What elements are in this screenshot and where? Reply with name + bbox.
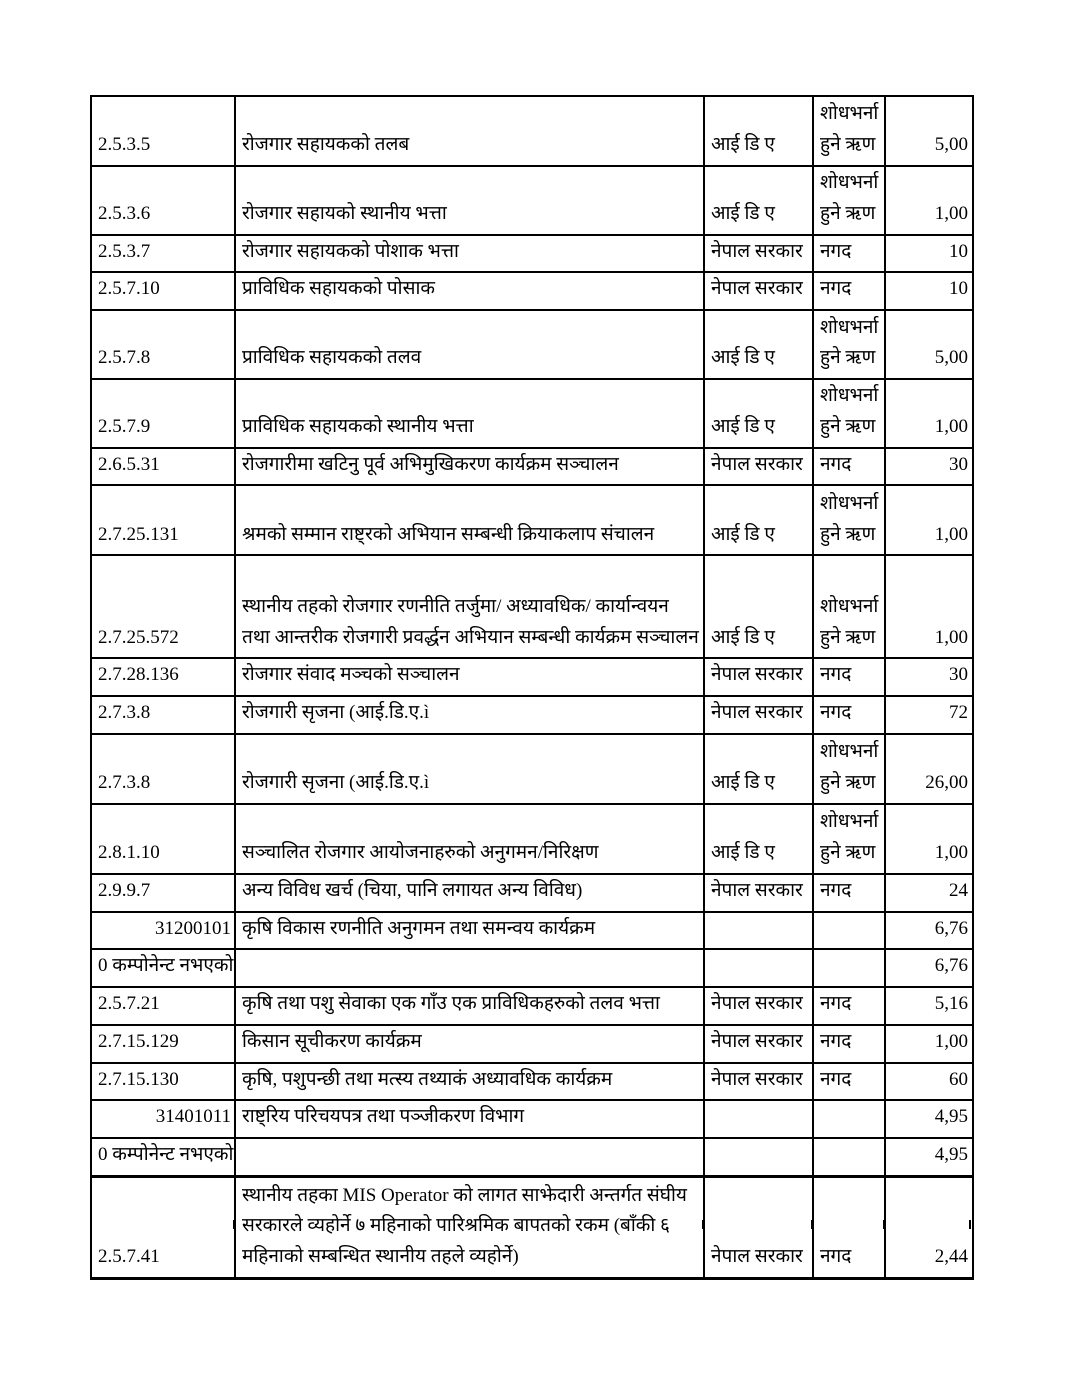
source-cell: नेपाल सरकार (704, 235, 813, 273)
source-cell: आई डि ए (704, 804, 813, 874)
amount-cell: 1,00 (885, 379, 973, 448)
code-cell: 2.7.15.129 (91, 1025, 235, 1063)
table-row (91, 379, 973, 448)
description-cell: स्थानीय तहका MIS Operator को लागत साझेदारी अन्तर्गत संघीय सरकारले व्यहोर्ने ७ महिनाको पारिश्रमिक बापतको रकम (बाँकी ६ महिनाको सम्बन्धित स्थानीय तहले व्यहोर्ने) (235, 1177, 704, 1279)
source-cell: नेपाल सरकार (704, 448, 813, 486)
table-row (91, 272, 973, 310)
code-cell: 31200101 (91, 912, 235, 950)
description-cell: प्राविधिक सहायकको तलव (235, 310, 704, 379)
amount-cell: 10 (885, 272, 973, 310)
code-cell: 2.6.5.31 (91, 448, 235, 486)
payment-mode-cell: नगद (813, 1025, 885, 1063)
payment-mode-cell: शोधभर्ना हुने ऋण (813, 734, 885, 804)
description-cell: कृषि तथा पशु सेवाका एक गाँउ एक प्राविधिकहरुको तलव भत्ता (235, 987, 704, 1025)
payment-mode-cell: शोधभर्ना हुने ऋण (813, 555, 885, 658)
source-cell: नेपाल सरकार (704, 1063, 813, 1101)
amount-cell: 10 (885, 235, 973, 273)
table-row (91, 696, 973, 734)
payment-mode-cell (813, 912, 885, 950)
table-row (91, 1100, 973, 1138)
source-cell (704, 949, 813, 987)
code-cell: 2.7.15.130 (91, 1063, 235, 1101)
table-row (91, 1138, 973, 1176)
amount-cell: 1,00 (885, 804, 973, 874)
description-cell: प्राविधिक सहायकको स्थानीय भत्ता (235, 379, 704, 448)
description-cell: कृषि विकास रणनीति अनुगमन तथा समन्वय कार्यक्रम (235, 912, 704, 950)
payment-mode-cell (813, 949, 885, 987)
source-cell: नेपाल सरकार (704, 987, 813, 1025)
table-row (91, 949, 973, 987)
table-row (91, 485, 973, 555)
description-cell: रोजगार सहायको स्थानीय भत्ता (235, 166, 704, 235)
description-cell: रोजगार सहायकको पोशाक भत्ता (235, 235, 704, 273)
payment-mode-cell (813, 1138, 885, 1176)
code-cell: 2.5.7.21 (91, 987, 235, 1025)
code-cell: 2.5.3.7 (91, 235, 235, 273)
source-cell: नेपाल सरकार (704, 658, 813, 696)
description-cell (235, 949, 704, 987)
payment-mode-cell: नगद (813, 696, 885, 734)
code-cell: 31401011 (91, 1100, 235, 1138)
table-row (91, 310, 973, 379)
description-cell: सञ्चालित रोजगार आयोजनाहरुको अनुगमन/निरिक्षण (235, 804, 704, 874)
source-cell (704, 912, 813, 950)
description-cell: राष्ट्रिय परिचयपत्र तथा पञ्जीकरण विभाग (235, 1100, 704, 1138)
payment-mode-cell: नगद (813, 1063, 885, 1101)
code-cell: 2.7.3.8 (91, 734, 235, 804)
code-cell: 2.7.25.131 (91, 485, 235, 555)
payment-mode-cell (813, 1100, 885, 1138)
source-cell: नेपाल सरकार (704, 1177, 813, 1279)
amount-cell: 4,95 (885, 1138, 973, 1176)
amount-cell: 72 (885, 696, 973, 734)
code-cell: 2.7.25.572 (91, 555, 235, 658)
amount-cell: 5,00 (885, 310, 973, 379)
payment-mode-cell: शोधभर्ना हुने ऋण (813, 166, 885, 235)
amount-cell: 24 (885, 874, 973, 912)
payment-mode-cell: नगद (813, 448, 885, 486)
code-cell: 2.5.7.10 (91, 272, 235, 310)
payment-mode-cell: नगद (813, 874, 885, 912)
table-row (91, 658, 973, 696)
code-cell: 2.8.1.10 (91, 804, 235, 874)
code-cell: 2.7.28.136 (91, 658, 235, 696)
source-cell: आई डि ए (704, 310, 813, 379)
source-cell: नेपाल सरकार (704, 1025, 813, 1063)
description-cell: किसान सूचीकरण कार्यक्रम (235, 1025, 704, 1063)
table-row (91, 555, 973, 658)
table-row (91, 1063, 973, 1101)
payment-mode-cell: नगद (813, 987, 885, 1025)
payment-mode-cell: शोधभर्ना हुने ऋण (813, 96, 885, 166)
code-cell: 2.5.3.6 (91, 166, 235, 235)
description-cell: रोजगारी सृजना (आई.डि.ए.ì (235, 734, 704, 804)
table-row (91, 734, 973, 804)
table-row (91, 235, 973, 273)
amount-cell: 1,00 (885, 1025, 973, 1063)
source-cell: नेपाल सरकार (704, 874, 813, 912)
description-cell: अन्य विविध खर्च (चिया, पानि लगायत अन्य विविध) (235, 874, 704, 912)
description-cell: प्राविधिक सहायकको पोसाक (235, 272, 704, 310)
description-cell: रोजगार संवाद मञ्चको सञ्चालन (235, 658, 704, 696)
source-cell: आई डि ए (704, 96, 813, 166)
table-row (91, 448, 973, 486)
amount-cell: 1,00 (885, 485, 973, 555)
description-cell: कृषि, पशुपन्छी तथा मत्स्य तथ्याकं अध्यावधिक कार्यक्रम (235, 1063, 704, 1101)
payment-mode-cell: शोधभर्ना हुने ऋण (813, 804, 885, 874)
description-cell: रोजगार सहायकको तलब (235, 96, 704, 166)
source-cell: आई डि ए (704, 166, 813, 235)
description-cell: रोजगारीमा खटिनु पूर्व अभिमुखिकरण कार्यक्रम सञ्चालन (235, 448, 704, 486)
description-cell: स्थानीय तहको रोजगार रणनीति तर्जुमा/ अध्यावधिक/ कार्यान्वयन तथा आन्तरीक रोजगारी प्रवर्द्धन अभियान सम्बन्धी कार्यक्रम सञ्चालन (235, 555, 704, 658)
source-cell: नेपाल सरकार (704, 272, 813, 310)
payment-mode-cell: नगद (813, 658, 885, 696)
payment-mode-cell: नगद (813, 1177, 885, 1279)
payment-mode-cell: शोधभर्ना हुने ऋण (813, 310, 885, 379)
amount-cell: 60 (885, 1063, 973, 1101)
description-cell (235, 1138, 704, 1176)
amount-cell: 6,76 (885, 949, 973, 987)
amount-cell: 2,44 (885, 1177, 973, 1279)
payment-mode-cell: शोधभर्ना हुने ऋण (813, 485, 885, 555)
source-cell (704, 1100, 813, 1138)
source-cell: आई डि ए (704, 734, 813, 804)
table-row (91, 874, 973, 912)
table-row (91, 166, 973, 235)
table-row (91, 804, 973, 874)
amount-cell: 30 (885, 658, 973, 696)
payment-mode-cell: नगद (813, 235, 885, 273)
code-cell: 0 कम्पोनेन्ट नभएको (91, 1138, 235, 1176)
table-row (91, 912, 973, 950)
amount-cell: 4,95 (885, 1100, 973, 1138)
code-cell: 2.5.7.9 (91, 379, 235, 448)
source-cell: आई डि ए (704, 555, 813, 658)
amount-cell: 5,00 (885, 96, 973, 166)
description-cell: रोजगारी सृजना (आई.डि.ए.ì (235, 696, 704, 734)
amount-cell: 30 (885, 448, 973, 486)
source-cell: आई डि ए (704, 485, 813, 555)
amount-cell: 5,16 (885, 987, 973, 1025)
table-row (91, 987, 973, 1025)
payment-mode-cell: नगद (813, 272, 885, 310)
amount-cell: 26,00 (885, 734, 973, 804)
amount-cell: 1,00 (885, 555, 973, 658)
table-row (91, 1177, 973, 1279)
table-row (91, 96, 973, 166)
code-cell: 2.9.9.7 (91, 874, 235, 912)
budget-table (90, 95, 974, 1280)
description-cell: श्रमको सम्मान राष्ट्रको अभियान सम्बन्धी क्रियाकलाप संचालन (235, 485, 704, 555)
source-cell (704, 1138, 813, 1176)
code-cell: 2.7.3.8 (91, 696, 235, 734)
code-cell: 2.5.7.8 (91, 310, 235, 379)
code-cell: 0 कम्पोनेन्ट नभएको (91, 949, 235, 987)
amount-cell: 6,76 (885, 912, 973, 950)
code-cell: 2.5.7.41 (91, 1177, 235, 1279)
code-cell: 2.5.3.5 (91, 96, 235, 166)
payment-mode-cell: शोधभर्ना हुने ऋण (813, 379, 885, 448)
table-row (91, 1025, 973, 1063)
source-cell: नेपाल सरकार (704, 696, 813, 734)
amount-cell: 1,00 (885, 166, 973, 235)
source-cell: आई डि ए (704, 379, 813, 448)
